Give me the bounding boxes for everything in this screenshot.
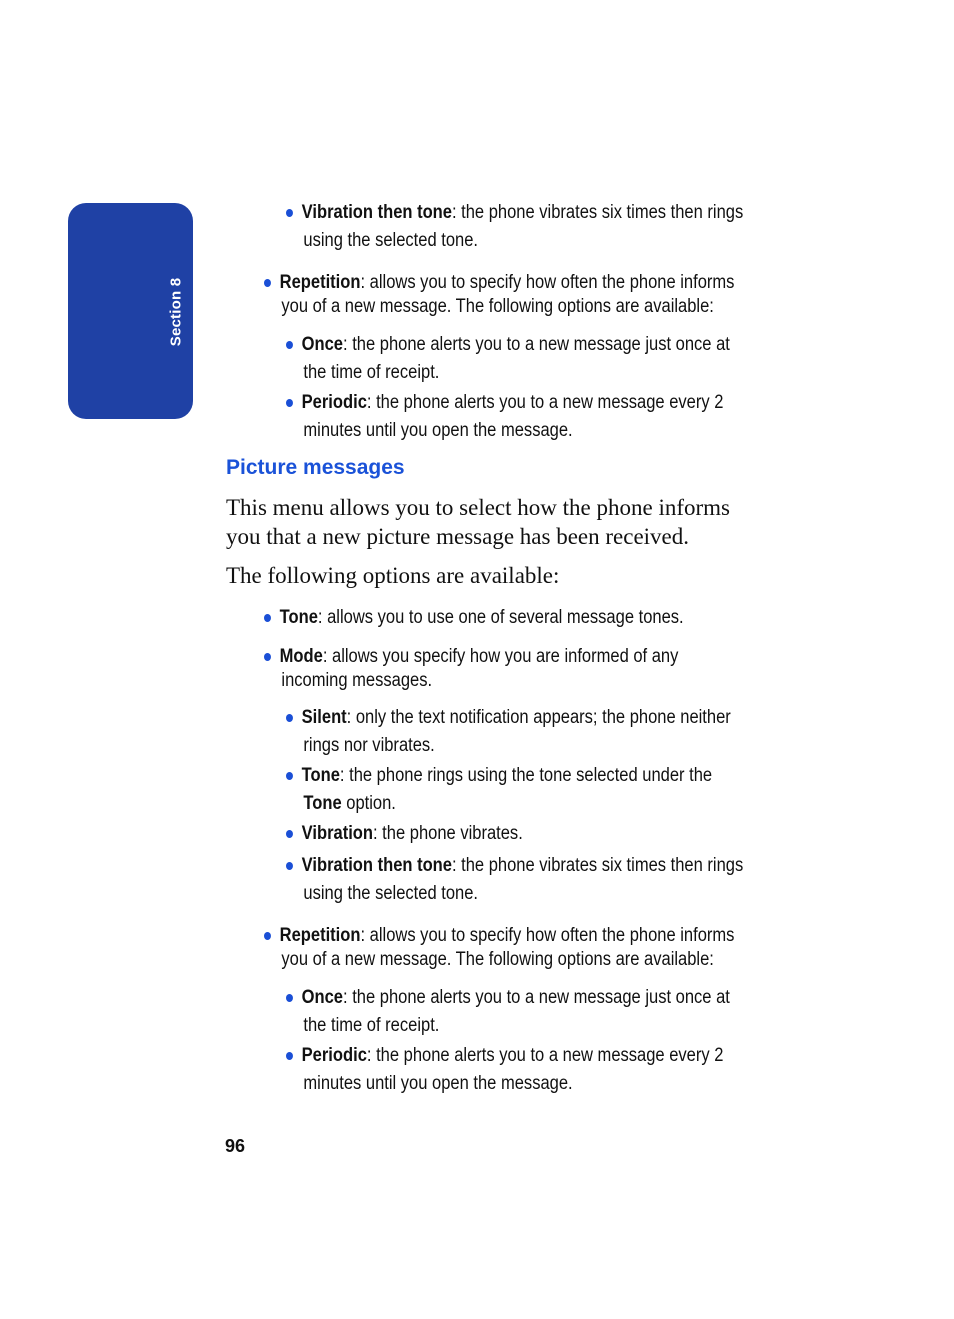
list-item-once: Once: the phone alerts you to a new message just once at the time of receipt.: [286, 331, 730, 387]
bullet-icon: [264, 932, 271, 940]
list-item-repetition: Repetition: allows you to specify how often the phone informs you of a new message. The following options are available:: [264, 924, 734, 972]
bullet-icon: [264, 614, 271, 622]
section-tab-label: Section 8: [167, 277, 185, 347]
bullet-icon: [286, 399, 293, 407]
options-intro: The following options are available:: [226, 563, 560, 588]
bullet-icon: [264, 279, 271, 287]
list-item-repetition: Repetition: allows you to specify how often the phone informs you of a new message. The following options are available:: [264, 271, 734, 319]
list-item-periodic: Periodic: the phone alerts you to a new message every 2 minutes until you open the message.: [286, 389, 723, 445]
bullet-icon: [286, 830, 293, 838]
bullet-icon: [264, 653, 271, 661]
list-item-tone: Tone: allows you to use one of several message tones.: [264, 604, 684, 632]
list-item-vibration-then-tone: Vibration then tone: the phone vibrates six times then rings using the selected tone.: [286, 199, 743, 255]
intro-paragraph: This menu allows you to select how the phone informs you that a new picture message has been received.: [226, 495, 731, 549]
list-item-silent: Silent: only the text notification appears; the phone neither rings nor vibrates.: [286, 704, 731, 760]
bullet-icon: [286, 994, 293, 1002]
bullet-icon: [286, 862, 293, 870]
list-item-vibration-then-tone: Vibration then tone: the phone vibrates six times then rings using the selected tone.: [286, 852, 743, 908]
list-item-mode: Mode: allows you specify how you are informed of any incoming messages.: [264, 645, 678, 693]
list-item-tone-mode: Tone: the phone rings using the tone selected under the Tone option.: [286, 762, 712, 818]
bullet-icon: [286, 772, 293, 780]
page-number: 96: [225, 1136, 246, 1156]
list-item-periodic: Periodic: the phone alerts you to a new message every 2 minutes until you open the message.: [286, 1042, 723, 1098]
list-item-vibration: Vibration: the phone vibrates.: [286, 820, 523, 848]
list-item-once: Once: the phone alerts you to a new message just once at the time of receipt.: [286, 984, 730, 1040]
section-heading: Picture messages: [226, 456, 405, 479]
bullet-icon: [286, 341, 293, 349]
bullet-icon: [286, 209, 293, 217]
bullet-icon: [286, 1052, 293, 1060]
bullet-icon: [286, 714, 293, 722]
